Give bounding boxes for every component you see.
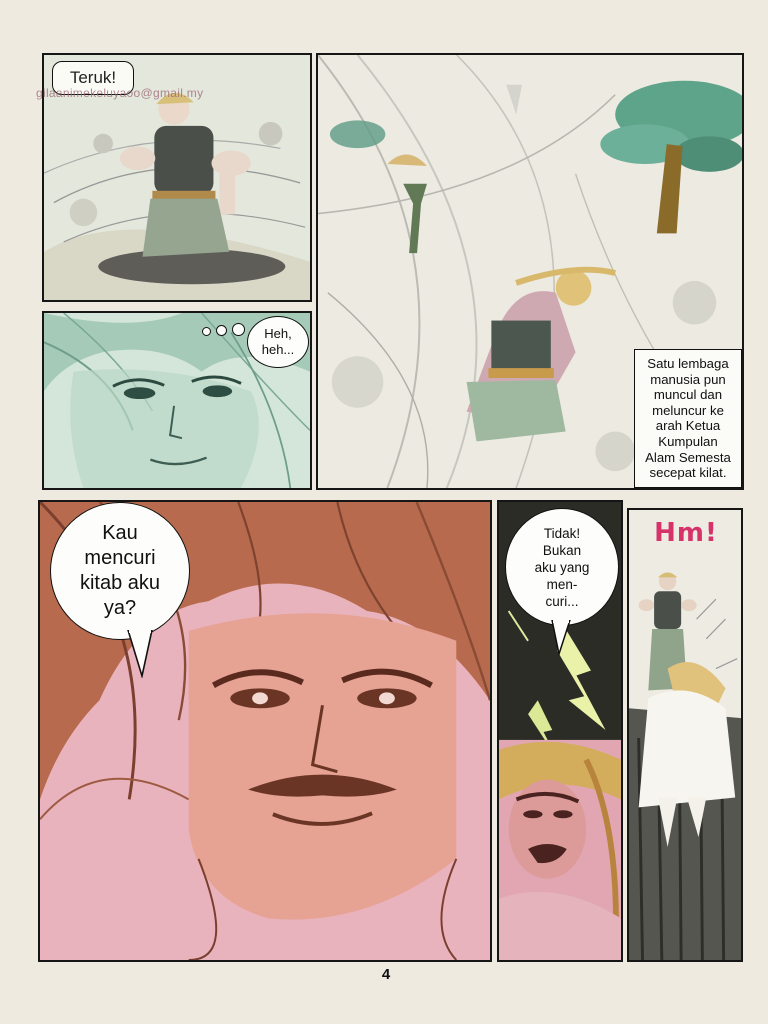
thought-dot-small [202,327,211,336]
speech-kau-line-4: ya? [103,597,137,619]
sfx-hm-text: Hm! [654,518,718,548]
page-number: 4 [381,966,391,983]
caption-line-7: Alam Semesta [645,449,731,465]
speech-tidak-line-2: Bukan [542,542,582,558]
thought-dot-large [232,323,245,336]
speech-tail-kau [126,630,156,678]
speech-kau-line-1: Kau [102,522,138,544]
panel-5 [497,500,623,962]
thought-line-2: heh... [261,342,295,357]
thought-line-1: Heh, [264,326,292,341]
watermark-text: gilaanimekeluyaoo@gmail.my [36,86,204,100]
speech-tidak-line-3: aku yang [534,559,590,575]
caption-line-6: Kumpulan [658,433,718,449]
panel-6 [627,508,743,962]
speech-bubble-kau [50,502,190,640]
caption-line-1: Satu lembaga [647,356,729,371]
thought-bubble-1 [247,316,309,368]
narration-caption [634,349,742,488]
caption-line-3: muncul dan [653,387,723,403]
speech-tail-tidak [551,620,571,656]
panel-2 [316,53,744,490]
speech-tidak-line-1: Tidak! [543,525,581,541]
speech-bubble-tidak [505,508,619,626]
caption-line-4: meluncur ke [652,402,724,418]
panel-4 [38,500,492,962]
speech-tidak-line-5: curi... [545,593,579,609]
caption-line-5: arah Ketua [655,418,721,434]
sfx-teruk-text: Teruk! [69,68,117,87]
caption-line-8: secepat kilat. [649,465,727,481]
speech-kau-line-3: kitab aku [79,572,161,594]
panel-6-art [629,510,741,960]
caption-line-2: manusia pun [650,371,726,387]
thought-dot-medium [216,325,227,336]
speech-tidak-line-4: men- [546,576,578,592]
speech-kau-line-2: mencuri [84,547,156,569]
panel-3 [42,311,312,490]
